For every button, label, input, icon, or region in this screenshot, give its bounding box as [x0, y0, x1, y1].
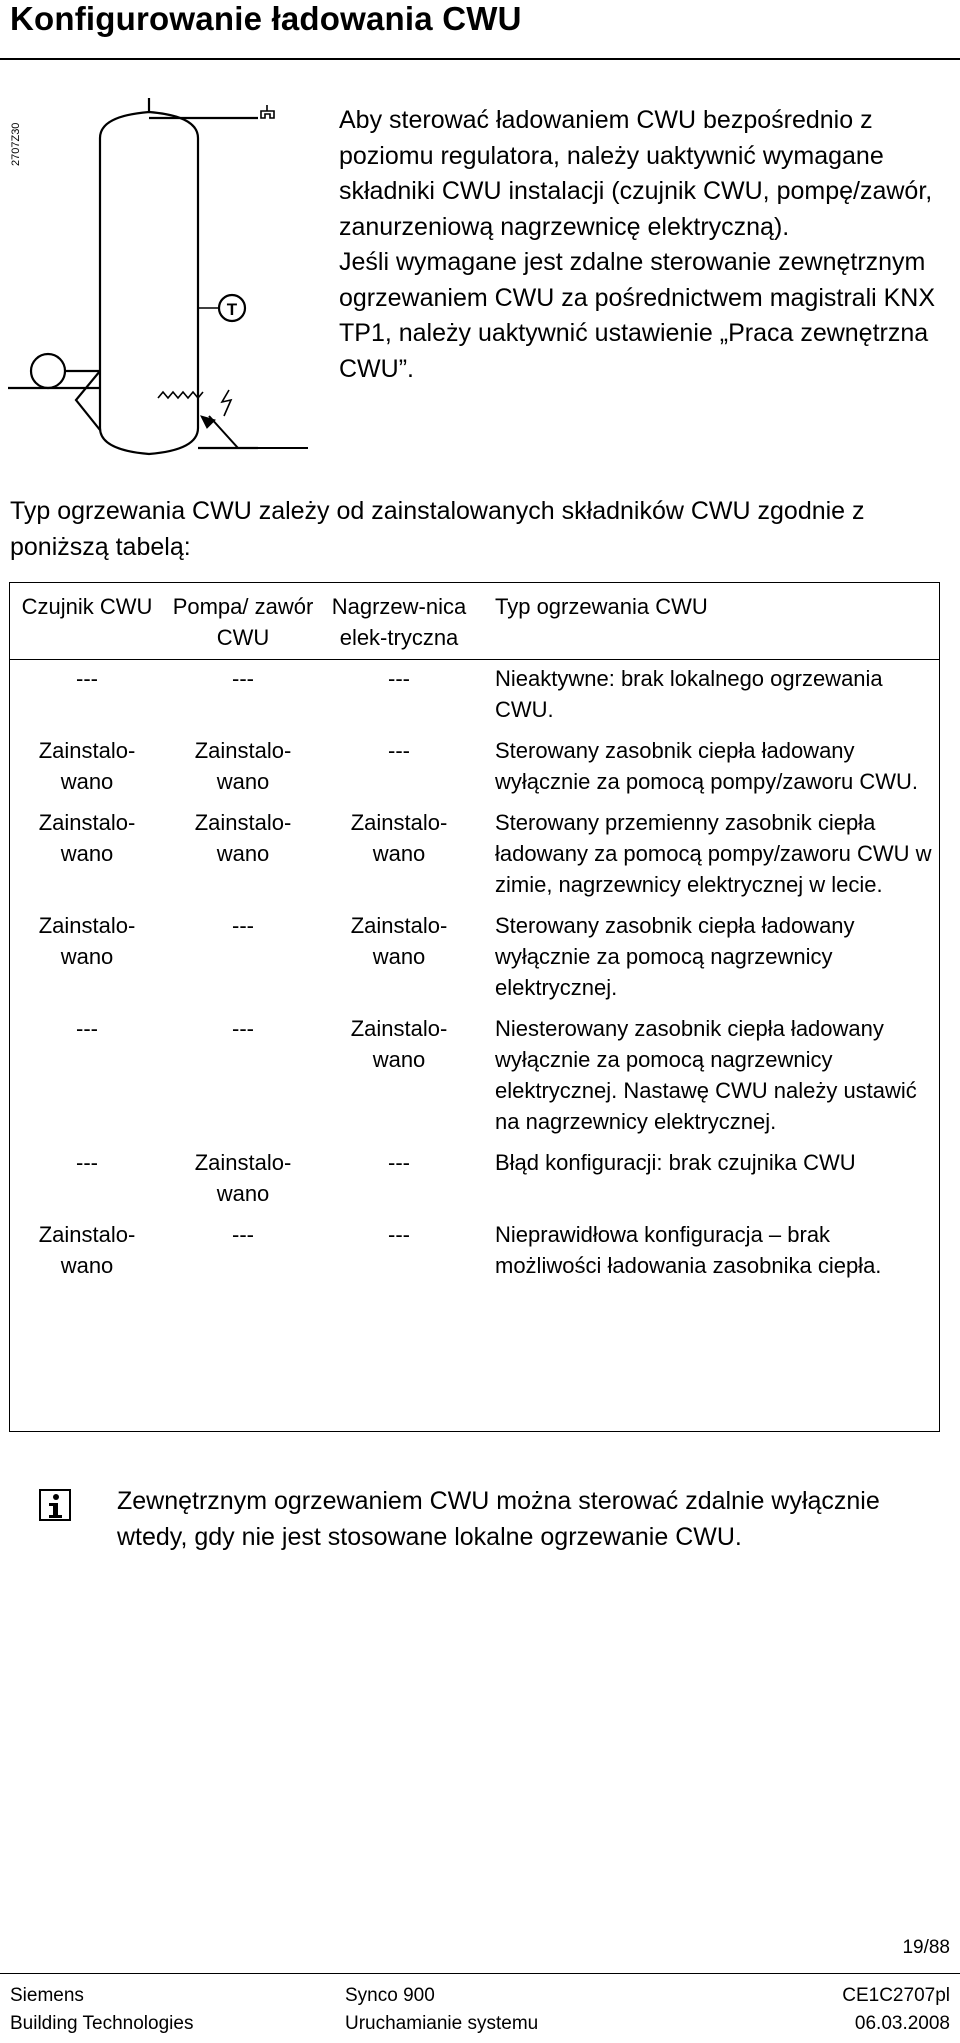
table-row: [9, 660, 940, 733]
table-row: [9, 1216, 940, 1288]
cell-pump: Zainstalo-wano: [194, 1150, 292, 1206]
cell-type: Nieaktywne: brak lokalnego ogrzewania CWU.: [495, 666, 883, 722]
intro-text: [339, 103, 949, 387]
cell-pump: Zainstalo-wano: [194, 738, 292, 794]
table-row: [9, 804, 940, 907]
cell-heater: ---: [388, 1150, 410, 1175]
cell-heater: Zainstalo-wano: [350, 913, 448, 969]
dhw-tank-diagram: [8, 98, 328, 468]
configuration-table: [9, 582, 940, 1288]
cell-sensor: ---: [76, 1016, 98, 1041]
cell-pump: ---: [232, 1222, 254, 1247]
title-rule: [0, 58, 960, 60]
header-sensor: Czujnik CWU: [21, 594, 153, 619]
note-text: Zewnętrznym ogrzewaniem CWU można sterować zdalnie wyłącznie wtedy, gdy nie jest stosowane lokalne ogrzewanie CWU.: [117, 1487, 880, 1551]
cell-type: Nieprawidłowa konfiguracja – brak możliwości ładowania zasobnika ciepła.: [495, 1222, 882, 1278]
footer-division: Building Technologies: [10, 2013, 194, 2034]
cell-sensor: ---: [76, 666, 98, 691]
cell-pump: Zainstalo-wano: [194, 810, 292, 866]
cell-sensor: Zainstalo-wano: [38, 913, 136, 969]
cell-sensor: Zainstalo-wano: [38, 1222, 136, 1278]
pump-icon: [31, 354, 65, 388]
table-intro: Typ ogrzewania CWU zależy od zainstalowanych składników CWU zgodnie z poniższą tabelą:: [10, 497, 865, 561]
table-row: [9, 732, 940, 804]
footer-company: Siemens: [10, 1985, 84, 2006]
header-heater: Nagrzew-nica elek-tryczna: [331, 594, 467, 650]
footer-product: Synco 900: [345, 1985, 435, 2006]
cell-heater: Zainstalo-wano: [350, 810, 448, 866]
cell-pump: ---: [232, 666, 254, 691]
footer-rule: [0, 1973, 960, 1974]
info-icon: [39, 1489, 71, 1521]
intro-paragraph-1: Aby sterować ładowaniem CWU bezpośrednio z poziomu regulatora, należy uaktywnić wymagane składniki CWU instalacji (czujnik CWU, pompę/zawór, zanurzeniową nagrzewnicę elektryczną).: [339, 106, 933, 241]
cell-type: Sterowany przemienny zasobnik ciepła ładowany za pomocą pompy/zaworu CWU w zimie, nagrzewnicy elektrycznej w lecie.: [495, 810, 932, 897]
tap-icon: [261, 105, 274, 118]
table-row: [9, 1144, 940, 1216]
footer-date: 06.03.2008: [854, 2013, 950, 2034]
footer-section: Uruchamianie systemu: [345, 2013, 539, 2034]
cell-type: Błąd konfiguracji: brak czujnika CWU: [495, 1150, 856, 1175]
cell-pump: ---: [232, 913, 254, 938]
cell-type: Sterowany zasobnik ciepła ładowany wyłącznie za pomocą pompy/zaworu CWU.: [495, 738, 919, 794]
header-pump: Pompa/ zawór CWU: [172, 594, 314, 650]
cell-heater: Zainstalo-wano: [350, 1016, 448, 1072]
cell-heater: ---: [388, 1222, 410, 1247]
cell-type: Sterowany zasobnik ciepła ładowany wyłącznie za pomocą nagrzewnicy elektrycznej.: [495, 913, 855, 1000]
cell-sensor: Zainstalo-wano: [38, 738, 136, 794]
cell-heater: ---: [388, 666, 410, 691]
cell-heater: ---: [388, 738, 410, 763]
sensor-label: T: [226, 300, 238, 319]
footer-document-id: CE1C2707pl: [842, 1985, 950, 2006]
lightning-icon: [222, 390, 231, 416]
table-row: [9, 907, 940, 1010]
table-header-row: [9, 582, 940, 660]
page-title: Konfigurowanie ładowania CWU: [10, 0, 522, 37]
cell-pump: ---: [232, 1016, 254, 1041]
intro-paragraph-2: Jeśli wymagane jest zdalne sterowanie zewnętrznym ogrzewaniem CWU za pośrednictwem magistrali KNX TP1, należy uaktywnić ustawienie „Praca zewnętrzna CWU”.: [339, 248, 936, 383]
cell-sensor: Zainstalo-wano: [38, 810, 136, 866]
header-type: Typ ogrzewania CWU: [495, 594, 708, 619]
figure-code-text: 2707Z30: [10, 122, 22, 166]
cell-type: Niesterowany zasobnik ciepła ładowany wyłącznie za pomocą nagrzewnicy elektrycznej. Nastawę CWU należy ustawić na nagrzewnicy elektrycznej.: [495, 1016, 917, 1134]
page-number: 19/88: [902, 1937, 950, 1958]
table-row: [9, 1010, 940, 1144]
cell-sensor: ---: [76, 1150, 98, 1175]
